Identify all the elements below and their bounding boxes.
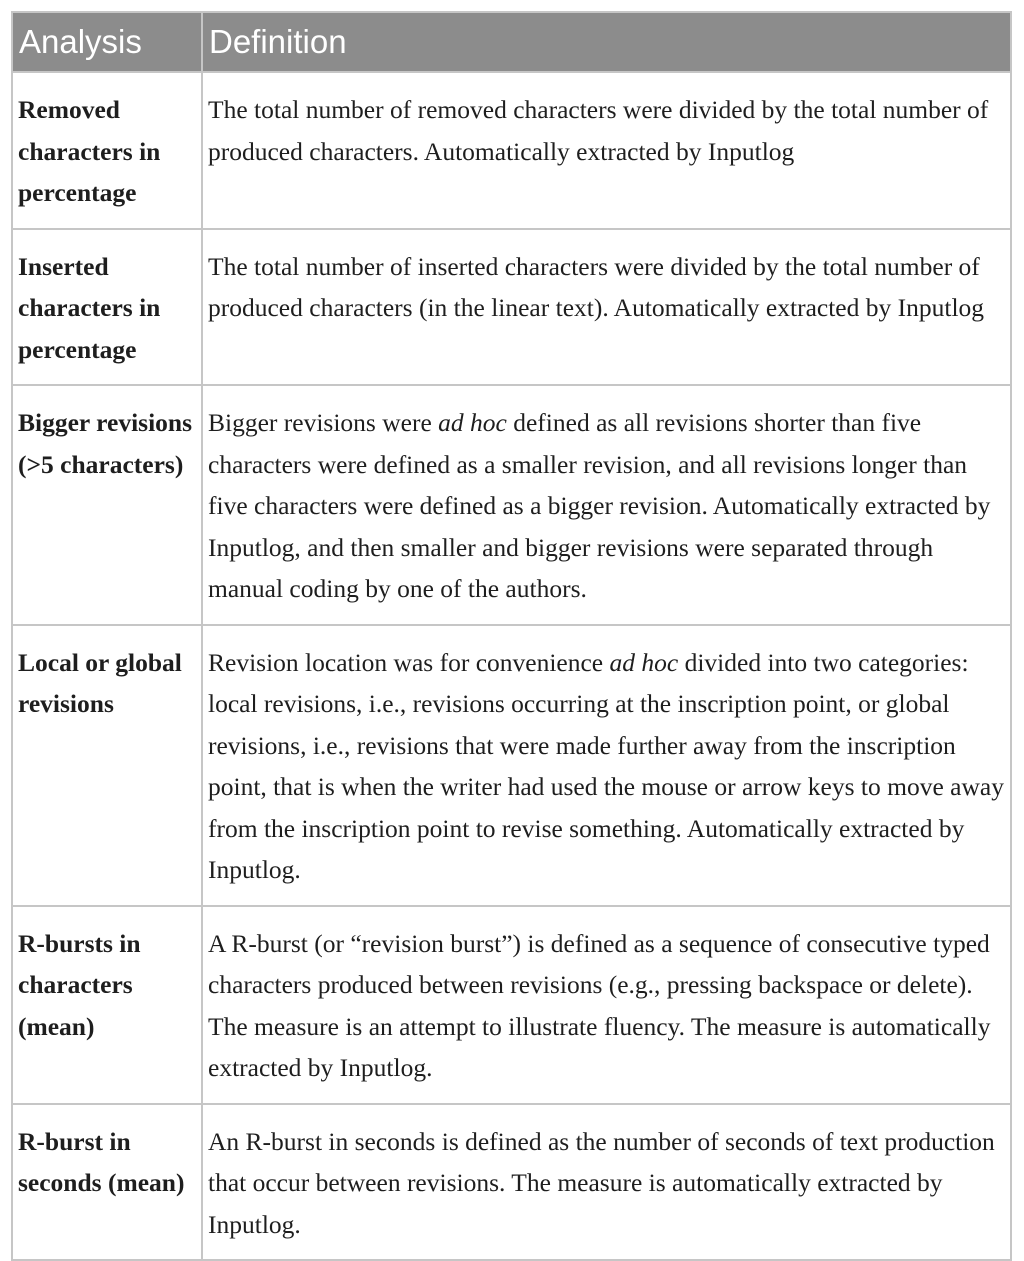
analysis-term: Removed characters in percentage (12, 72, 202, 229)
table-row (12, 72, 1011, 229)
definition-column-header: Definition (202, 12, 1011, 72)
definition-text: A R-burst (or “revision burst”) is defined as a sequence of consecutive typed characters produced between revisions (e.g., pressing backspace or delete). The measure is an attempt to illustrate fluency. The measure is automatically extracted by Inputlog. (202, 906, 1011, 1104)
table-body (12, 72, 1011, 1260)
definition-text: The total number of removed characters were divided by the total number of produced characters. Automatically extracted by Inputlog (202, 72, 1011, 229)
table-row (12, 906, 1011, 1104)
analysis-term: R-bursts in characters (mean) (12, 906, 202, 1104)
analysis-column-header: Analysis (12, 12, 202, 72)
header-row (12, 12, 1011, 72)
table-row (12, 385, 1011, 625)
table-row (12, 1104, 1011, 1261)
analysis-term: Local or global revisions (12, 625, 202, 906)
table-row (12, 229, 1011, 386)
analysis-term: R-burst in seconds (mean) (12, 1104, 202, 1261)
definitions-table (11, 11, 1012, 1261)
definitions-table-container (11, 11, 1010, 1261)
analysis-term: Inserted characters in percentage (12, 229, 202, 386)
table-row (12, 625, 1011, 906)
definition-text: The total number of inserted characters were divided by the total number of produced characters (in the linear text). Automatically extracted by Inputlog (202, 229, 1011, 386)
definition-text: An R-burst in seconds is defined as the number of seconds of text production that occur between revisions. The measure is automatically extracted by Inputlog. (202, 1104, 1011, 1261)
definition-text: Bigger revisions were ad hoc defined as all revisions shorter than five characters were defined as a smaller revision, and all revisions longer than five characters were defined as a bigger revision. Automatically extracted by Inputlog, and then smaller and bigger revisions were separated through manual coding by one of the authors. (202, 385, 1011, 625)
table-header (12, 12, 1011, 72)
definition-text: Revision location was for convenience ad hoc divided into two categories: local revisions, i.e., revisions occurring at the inscription point, or global revisions, i.e., revisions that were made further away from the inscription point, that is when the writer had used the mouse or arrow keys to move away from the inscription point to revise something. Automatically extracted by Inputlog. (202, 625, 1011, 906)
italic-term: ad hoc (438, 408, 507, 437)
analysis-term: Bigger revisions (>5 characters) (12, 385, 202, 625)
italic-term: ad hoc (609, 647, 679, 677)
